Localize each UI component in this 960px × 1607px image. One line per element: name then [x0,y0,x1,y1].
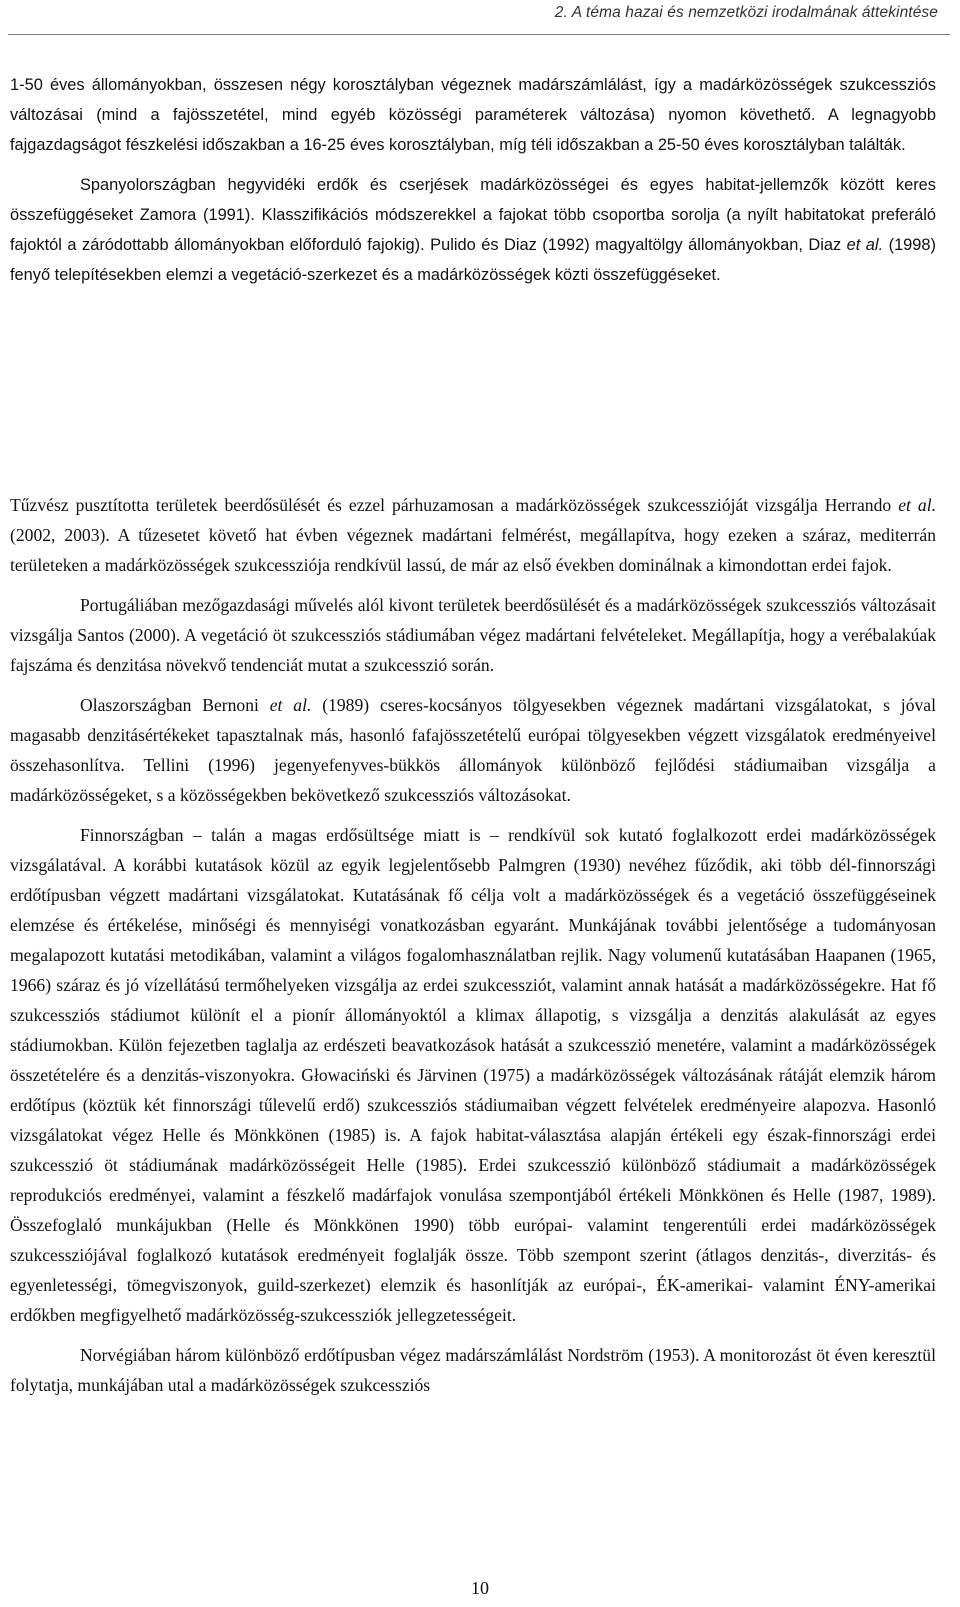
paragraph [10,170,936,290]
header-divider [8,34,950,35]
page-number: 10 [471,1578,489,1598]
italic-run: et al. [846,236,884,254]
text-run: (1998) fenyő telepítésekben elemzi a vegetáció-szerkezet és a madárközösségek közti összefüggéseket. [10,236,936,284]
text-run: Olaszországban Bernoni [80,695,270,715]
text-run: Tűzvész pusztította területek beerdősülését és ezzel párhuzamosan a madárközösségek szukcesszióját vizsgálja Herrando [10,495,899,515]
text-run: Spanyolországban hegyvidéki erdők és cserjések madárközösségei és egyes habitat-jellemzők között keres összefüggéseket Zamora (1991). Klasszifikációs módszerekkel a fajokat több csoportba sorolja (a nyílt habitatokat preferáló fajoktól a záródottabb állományokban előforduló fajokig). Pulido és Diaz (1992) magyaltölgy állományokban, Diaz [10,176,936,254]
paragraph [10,70,936,160]
text-run: Portugáliában mezőgazdasági művelés alól kivont területek beerdősülését és a madárközösségek szukcessziós változásait vizsgálja Santos (2000). A vegetáció öt szukcessziós stádiumában végez madártani felvételeket. Megállapítja, hogy a verébalakúak fajszáma és denzitása növekvő tendenciát mutat a szukcesszió során. [10,595,936,675]
text-run: (2002, 2003). A tűzesetet követő hat évben végeznek madártani felmérést, megállapítva, hogy ezeken a száraz, mediterrán területeken a madárközösségek szukcessziója rendkívül lassú, de már az első években dominálnak a kimondottan erdei fajok. [10,525,936,575]
italic-run: et al. [898,495,936,515]
body-text-serif [10,490,936,1400]
running-header: 2. A téma hazai és nemzetközi irodalmának áttekintése [554,4,938,21]
paragraph [10,1340,936,1400]
paragraph [10,490,936,580]
body-text-sans [10,70,936,290]
paragraph [10,820,936,1330]
text-run: Finnországban – talán a magas erdősültsége miatt is – rendkívül sok kutató foglalkozott erdei madárközösségek vizsgálatával. A korábbi kutatások közül az egyik legjelentősebb Palmgren (1930) nevéhez fűződik, aki több dél-finnországi erdőtípusban végzett madártani vizsgálatokat. Kutatásának fő célja volt a madárközösségek és a vegetáció összefüggéseinek elemzése és értékelése, minőségi és mennyiségi vonatkozásban egyaránt. Munkájának további jelentősége a tudományosan megalapozott kutatási metodikában, valamint a világos fogalomhasználatban rejlik. Nagy volumenű kutatásában Haapanen (1965, 1966) száraz és jó vízellátású termőhelyeken vizsgálja az erdei szukcessziót, valamint annak hatását a madárközösségekre. Hat fő szukcessziós stádiumot különít el a pionír állományoktól a klimax állapotig, s vizsgálja a denzitás alakulását az egyes stádiumokban. Külön fejezetben taglalja az erdészeti beavatkozások hatását a szukcesszió menetére, valamint a madárközösségek összetételére és a denzitás-viszonyokra. Głowaciński és Järvinen (1975) a madárközösségek változásának rátáját elemzik három erdőtípus (köztük két finnországi tűlevelű erdő) szukcessziós stádiumaiban végzett felvételek eredményeire alapozva. Hasonló vizsgálatokat végez Helle és Mönkkönen (1985) is. A fajok habitat-választása alapján értékeli egy észak-finnországi erdei szukcesszió öt stádiumának madárközösségeit Helle (1985). Erdei szukcesszió különböző stádiumait a madárközösségek reprodukciós eredményei, valamint a fészkelő madárfajok vonulása szempontjából értékeli Mönkkönen és Helle (1987, 1989). Összefoglaló munkájukban (Helle és Mönkkönen 1990) több európai- valamint tengerentúli erdei madárközösségek szukcessziójával foglalkozó kutatások eredményeit foglalják össze. Több szempont szerint (átlagos denzitás-, diverzitás- és egyenletességi, tömegviszonyok, guild-szerkezet) elemzik és hasonlítják az európai-, ÉK-amerikai- valamint ÉNY-amerikai erdőkben megfigyelhető madárközösség-szukcessziók jellegzetességeit. [10,825,936,1325]
paragraph [10,690,936,810]
text-run: (1989) cseres-kocsányos tölgyesekben végeznek madártani vizsgálatokat, s jóval magasabb denzitásértékeket tapasztalnak más, hasonló fafajösszetételű európai tölgyesekben végzett vizsgálatok eredményeivel összehasonlítva. Tellini (1996) jegenyefenyves-bükkös állományok különböző fejlődési stádiumaiban vizsgálja a madárközösségeket, s a közösségekben bekövetkező szukcessziós változásokat. [10,695,936,805]
italic-run: et al. [269,695,312,715]
text-run: Norvégiában három különböző erdőtípusban végez madárszámlálást Nordström (1953). A monitorozást öt éven keresztül folytatja, munkájában utal a madárközösségek szukcessziós [10,1345,936,1395]
paragraph [10,590,936,680]
text-run: 1-50 éves állományokban, összesen négy korosztályban végeznek madárszámlálást, így a madárközösségek szukcessziós változásai (mind a fajösszetétel, mind egyéb közösségi paraméterek változása) nyomon követhető. A legnagyobb fajgazdagságot fészkelési időszakban a 16-25 éves korosztályban, míg téli időszakban a 25-50 éves korosztályban találták. [10,76,936,154]
